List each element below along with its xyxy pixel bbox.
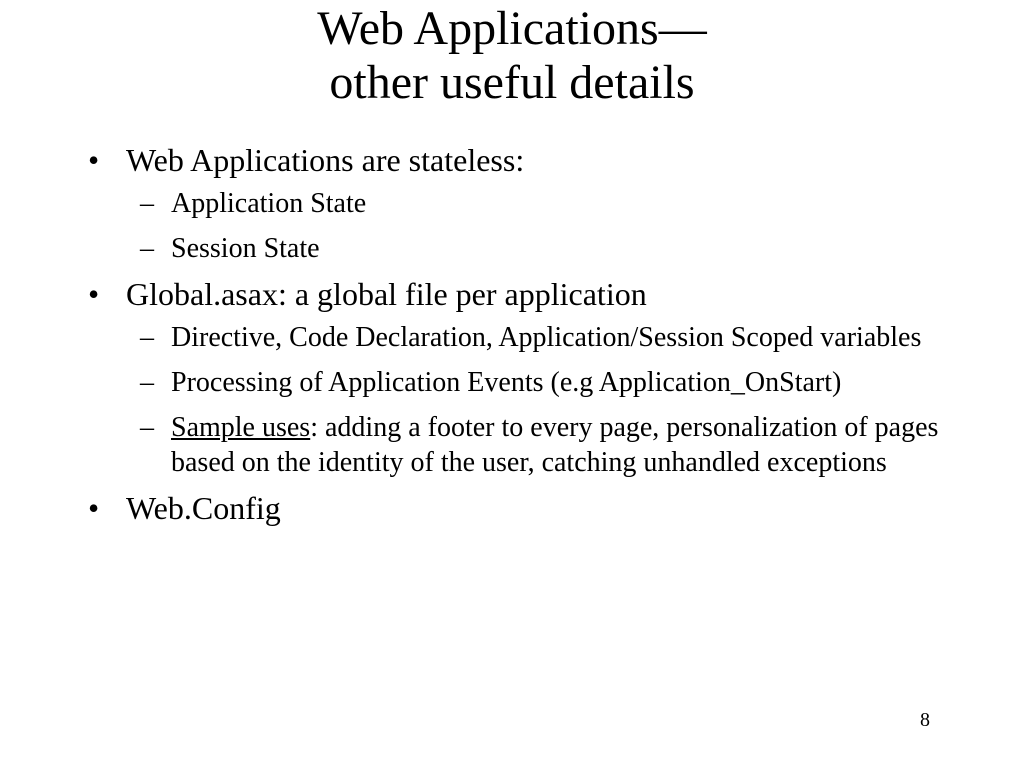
bullet-global-asax [88,276,948,480]
sub-item-text: Directive, Code Declaration, Application/Session Scoped variables [171,322,922,353]
sub-item-directive [126,320,948,355]
sample-uses-text: : adding a footer to every page, personalization of pages based on the identity of the user, catching unhandled exceptions [171,412,939,478]
bullet-text: Web Applications are stateless: [126,142,525,178]
dash-glyph: – [140,233,154,264]
sub-item-text: Processing of Application Events (e.g Application_OnStart) [171,367,842,398]
title-line-2: other useful details [329,56,695,109]
bullet-glyph: • [88,490,100,526]
sub-item-sample-uses [126,410,948,480]
sub-list [126,320,948,480]
dash-glyph: – [140,412,154,443]
dash-glyph: – [140,322,154,353]
sub-list [126,186,948,266]
dash-glyph: – [140,367,154,398]
bullet-text: Global.asax: a global file per application [126,276,647,312]
title-line-1: Web Applications— [317,2,707,55]
sub-item-text: Application State [171,188,367,219]
bullet-glyph: • [88,142,100,178]
sub-item-application-state [126,186,948,221]
dash-glyph: – [140,188,154,219]
bullet-glyph: • [88,276,100,312]
bullet-text: Web.Config [126,490,281,526]
sub-item-text: Session State [171,233,320,264]
sub-item-session-state [126,231,948,266]
page-number: 8 [920,709,930,731]
slide-title [0,2,1024,110]
sample-uses-label: Sample uses [171,412,311,443]
bullet-list [88,142,948,535]
sub-item-processing [126,365,948,400]
bullet-web-config [88,490,948,527]
bullet-stateless [88,142,948,266]
